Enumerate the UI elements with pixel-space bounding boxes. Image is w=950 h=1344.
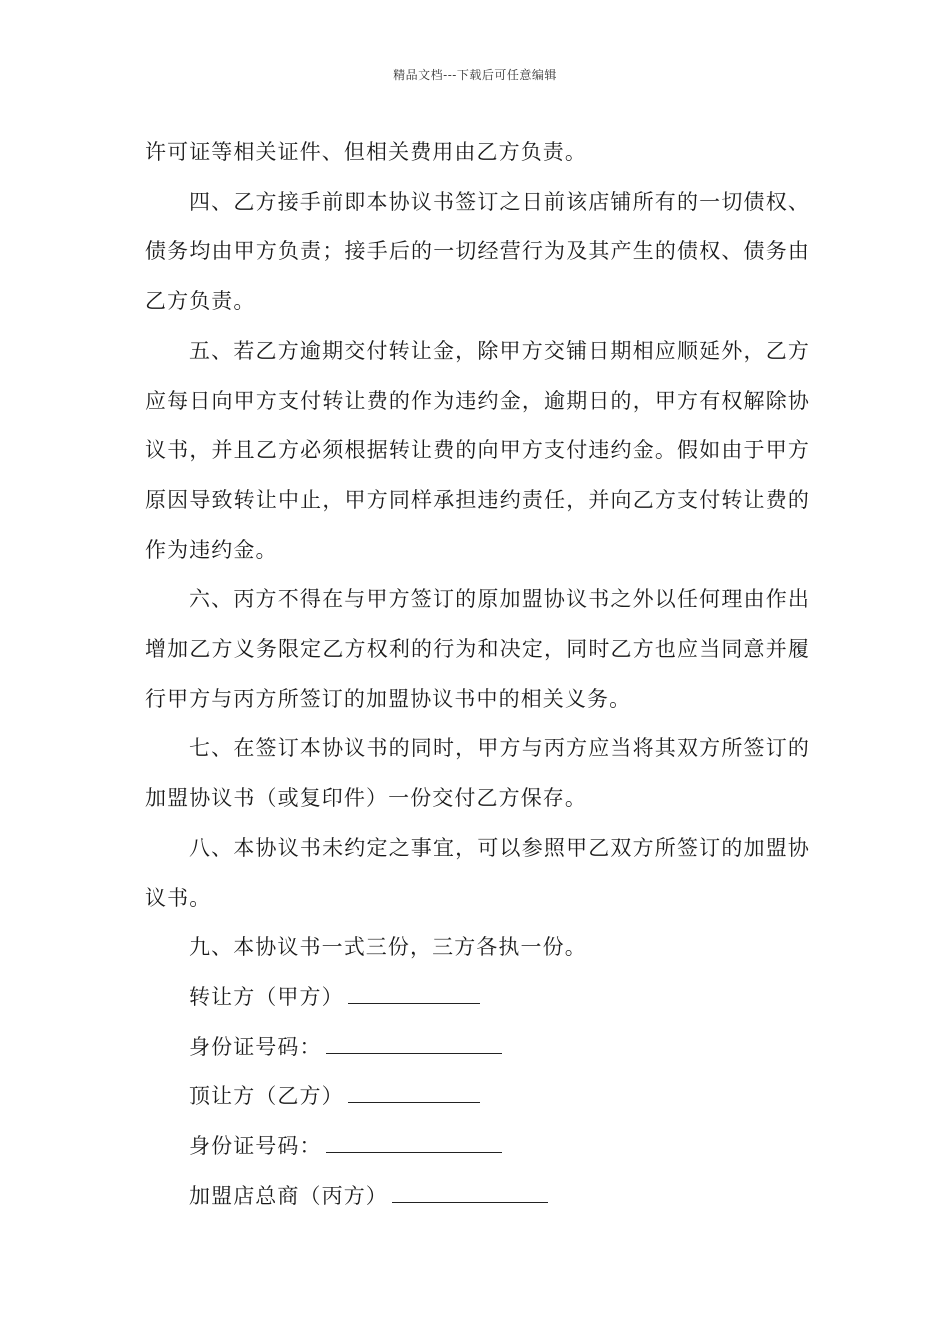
document-body [145, 128, 810, 1221]
paragraph-clause-8: 八、本协议书未约定之事宜，可以参照甲乙双方所签订的加盟协议书。 [145, 835, 810, 910]
paragraph-clause-6: 六、丙方不得在与甲方签订的原加盟协议书之外以任何理由作出增加乙方义务限定乙方权利的行为和决定，同时乙方也应当同意并履行甲方与丙方所签订的加盟协议书中的相关义务。 [145, 587, 810, 711]
id-number-line-party-a [145, 1023, 810, 1073]
paragraph-clause-9: 九、本协议书一式三份，三方各执一份。 [189, 935, 587, 960]
signature-line-party-a [145, 973, 810, 1023]
signature-label: 转让方（甲方） [189, 984, 344, 1009]
signature-blank[interactable] [392, 1180, 548, 1203]
signature-blank[interactable] [348, 981, 480, 1004]
signature-blank[interactable] [348, 1080, 480, 1103]
paragraph-clause-5: 五、若乙方逾期交付转让金，除甲方交铺日期相应顺延外，乙方应每日向甲方支付转让费的作为违约金，逾期日的，甲方有权解除协议书，并且乙方必须根据转让费的向甲方支付违约金。假如由于甲方原因导致转让中止，甲方同样承担违约责任，并向乙方支付转让费的作为违约金。 [145, 338, 810, 562]
signature-line-party-c [145, 1172, 810, 1222]
signature-label: 加盟店总商（丙方） [189, 1183, 388, 1208]
signature-line-party-b [145, 1072, 810, 1122]
signature-label: 身份证号码： [189, 1134, 322, 1159]
paragraph-clause-4: 四、乙方接手前即本协议书签订之日前该店铺所有的一切债权、债务均由甲方负责；接手后的一切经营行为及其产生的债权、债务由乙方负责。 [145, 189, 810, 314]
page-header: 精品文档---下载后可任意编辑 [393, 68, 557, 82]
id-number-blank[interactable] [326, 1031, 502, 1054]
signature-label: 身份证号码： [189, 1034, 322, 1059]
signature-label: 顶让方（乙方） [189, 1084, 344, 1109]
id-number-blank[interactable] [326, 1130, 502, 1153]
paragraph-continuation: 许可证等相关证件、但相关费用由乙方负责。 [145, 140, 587, 164]
paragraph-clause-7: 七、在签订本协议书的同时，甲方与丙方应当将其双方所签订的加盟协议书（或复印件）一份交付乙方保存。 [145, 736, 810, 811]
id-number-line-party-b [145, 1122, 810, 1172]
